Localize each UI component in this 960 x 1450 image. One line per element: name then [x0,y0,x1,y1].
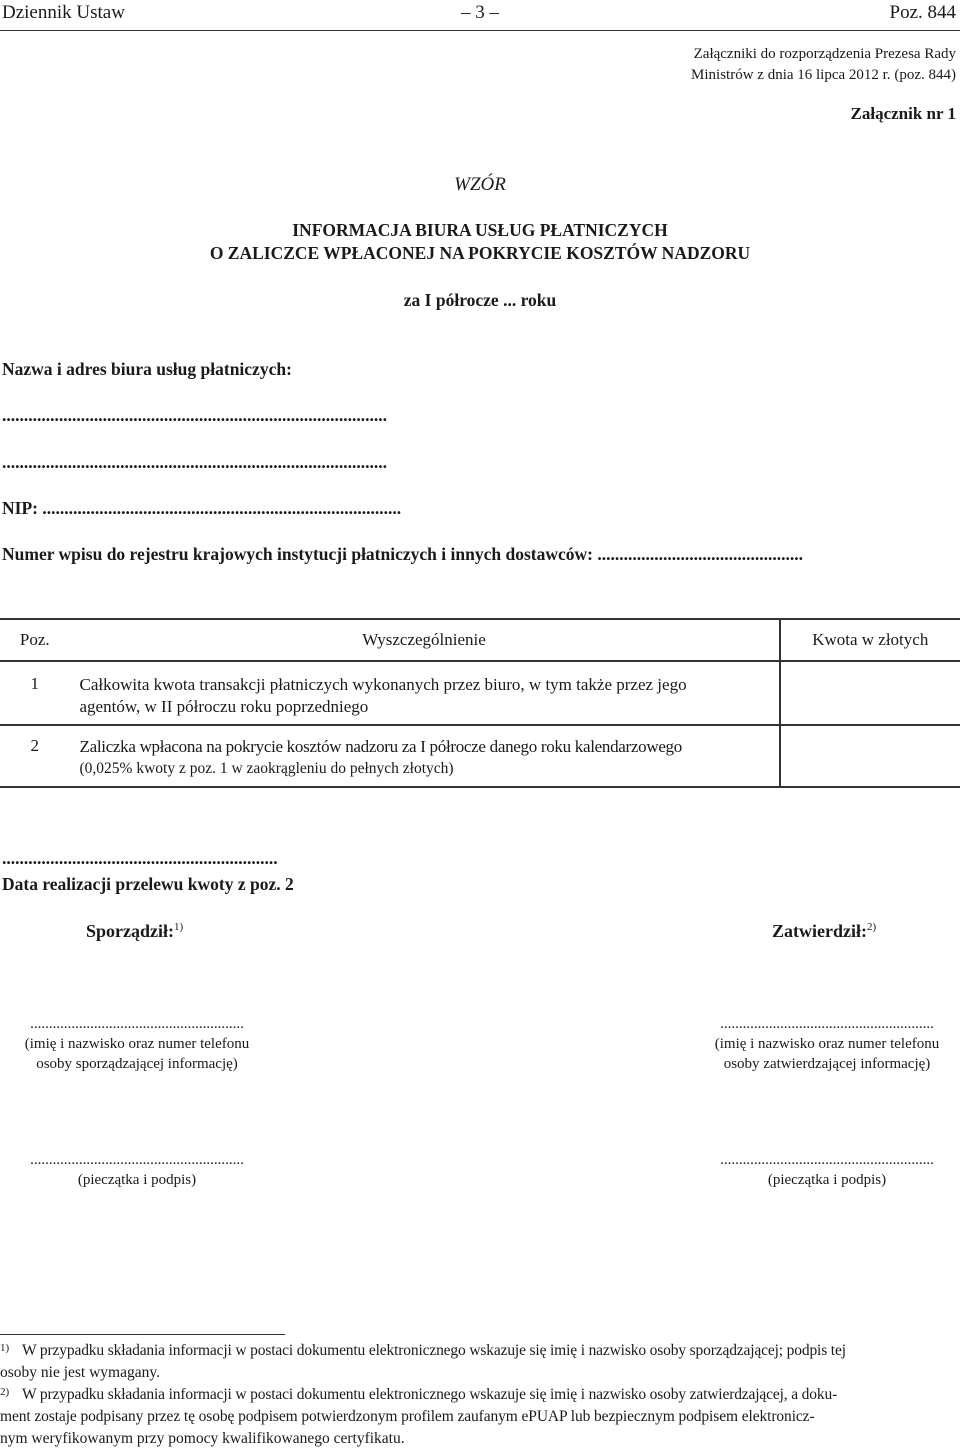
amounts-table [0,618,960,788]
attachment-note-line2: Ministrów z dnia 16 lipca 2012 r. (poz. 844) [691,67,956,83]
approved-by-label [772,921,876,942]
approver-stamp-caption: (pieczątka i podpis) [767,1172,887,1188]
name-address-field-2[interactable]: ........................................................................................ [2,452,387,472]
preparer-caption-line2: osoby sporządzającej informację) [36,1056,238,1072]
row-2-line2: (0,025% kwoty z poz. 1 w zaokrągleniu do pełnych złotych) [79,760,454,777]
row-1-line2: agentów, w II półroczu roku poprzedniego [79,697,369,716]
footnote-1-line1: W przypadku składania informacji w postaci dokumentu elektronicznego wskazuje się imię i nazwisko osoby sporządzającej; podpis tej [22,1342,846,1359]
page-number: – 3 – [461,2,499,23]
footnote-1-text [22,1340,846,1362]
nip-field[interactable]: NIP: .................................................................................. [2,498,402,518]
journal-name: Dziennik Ustaw [2,2,125,23]
table-row [0,725,960,787]
footnote-2-line2: ment zostaje podpisany przez tę osobę podpisem potwierdzonym profilem zaufanym ePUAP lub bezpiecznym podpisem elektronicz- [0,1408,815,1425]
footnote-2-line3: nym weryfikowanym przy pomocy kwalifikowanego certyfikatu. [0,1430,405,1447]
row-2-amount-field[interactable] [780,725,960,787]
preparer-stamp-field[interactable]: ......................................................... [30,1152,244,1168]
footnote-2-ref: 2) [0,1386,10,1398]
reporting-period: za I półrocze ... roku [403,290,557,310]
row-2-line1: Zaliczka wpłacona na pokrycie kosztów nadzoru za I półrocze danego roku kalendarzowego [79,737,682,756]
row-1-poz: 1 [30,674,39,693]
preparer-stamp-block [6,1150,268,1190]
annex-title: Załącznik nr 1 [850,104,956,123]
header-divider [0,30,960,31]
attachment-note [691,44,956,86]
approver-caption-line2: osoby zatwierdzającej informację) [723,1056,931,1072]
header-poz: Poz. [0,619,70,661]
approved-by-text: Zatwierdził: [772,921,867,941]
footnote-2-line1: W przypadku składania informacji w postaci dokumentu elektronicznego wskazuje się imię i nazwisko osoby zatwierdzającej, a doku- [22,1386,838,1403]
preparer-stamp-caption: (pieczątka i podpis) [77,1172,197,1188]
footnote-1 [0,1340,958,1384]
footnote-1-ref: 1) [0,1342,10,1354]
attachment-note-line1: Załączniki do rozporządzenia Prezesa Rady [693,46,956,62]
row-2-description [70,725,780,787]
name-address-field-1[interactable]: ........................................................................................ [2,405,387,425]
row-2-poz: 2 [0,725,70,787]
template-label: WZÓR [454,174,506,195]
footnote-2-text [22,1384,837,1406]
table-row [0,661,960,725]
footnote-2 [0,1384,958,1450]
prepared-by-label [86,921,183,942]
approver-name-block [696,1014,958,1074]
approver-caption-line1: (imię i nazwisko oraz numer telefonu [714,1036,940,1052]
transfer-date-label: Data realizacji przelewu kwoty z poz. 2 [2,874,294,894]
register-number-field[interactable]: Numer wpisu do rejestru krajowych instytucji płatniczych i innych dostawców: ............................................... [2,544,803,564]
approver-stamp-field[interactable]: ......................................................... [720,1152,934,1168]
name-address-label: Nazwa i adres biura usług płatniczych: [2,359,292,379]
footnote-1-line2: osoby nie jest wymagany. [0,1364,160,1381]
approver-stamp-block [696,1150,958,1190]
transfer-date-field[interactable]: ............................................................... [2,848,278,868]
prepared-by-text: Sporządził: [86,921,174,941]
table-bottom-border [0,787,960,788]
footnote-ref-2: 2) [866,921,877,933]
row-1-description [70,661,780,725]
header-description: Wyszczególnienie [70,619,780,661]
preparer-name-field[interactable]: ......................................................... [30,1016,244,1032]
approver-name-field[interactable]: ......................................................... [720,1016,934,1032]
row-1-line1: Całkowita kwota transakcji płatniczych wykonanych przez biuro, w tym także przez jego [79,675,687,694]
title-line1: INFORMACJA BIURA USŁUG PŁATNICZYCH [292,220,668,240]
title-line2: O ZALICZCE WPŁACONEJ NA POKRYCIE KOSZTÓW NADZORU [209,243,751,263]
preparer-name-block [6,1014,268,1074]
table-header-row [0,619,960,661]
position-number: Poz. 844 [889,2,956,23]
preparer-caption-line1: (imię i nazwisko oraz numer telefonu [24,1036,250,1052]
row-1-amount-field[interactable] [780,661,960,725]
footnote-ref-1: 1) [174,921,184,933]
document-title [0,219,960,265]
header-amount: Kwota w złotych [780,619,960,661]
footnote-divider [0,1334,285,1335]
